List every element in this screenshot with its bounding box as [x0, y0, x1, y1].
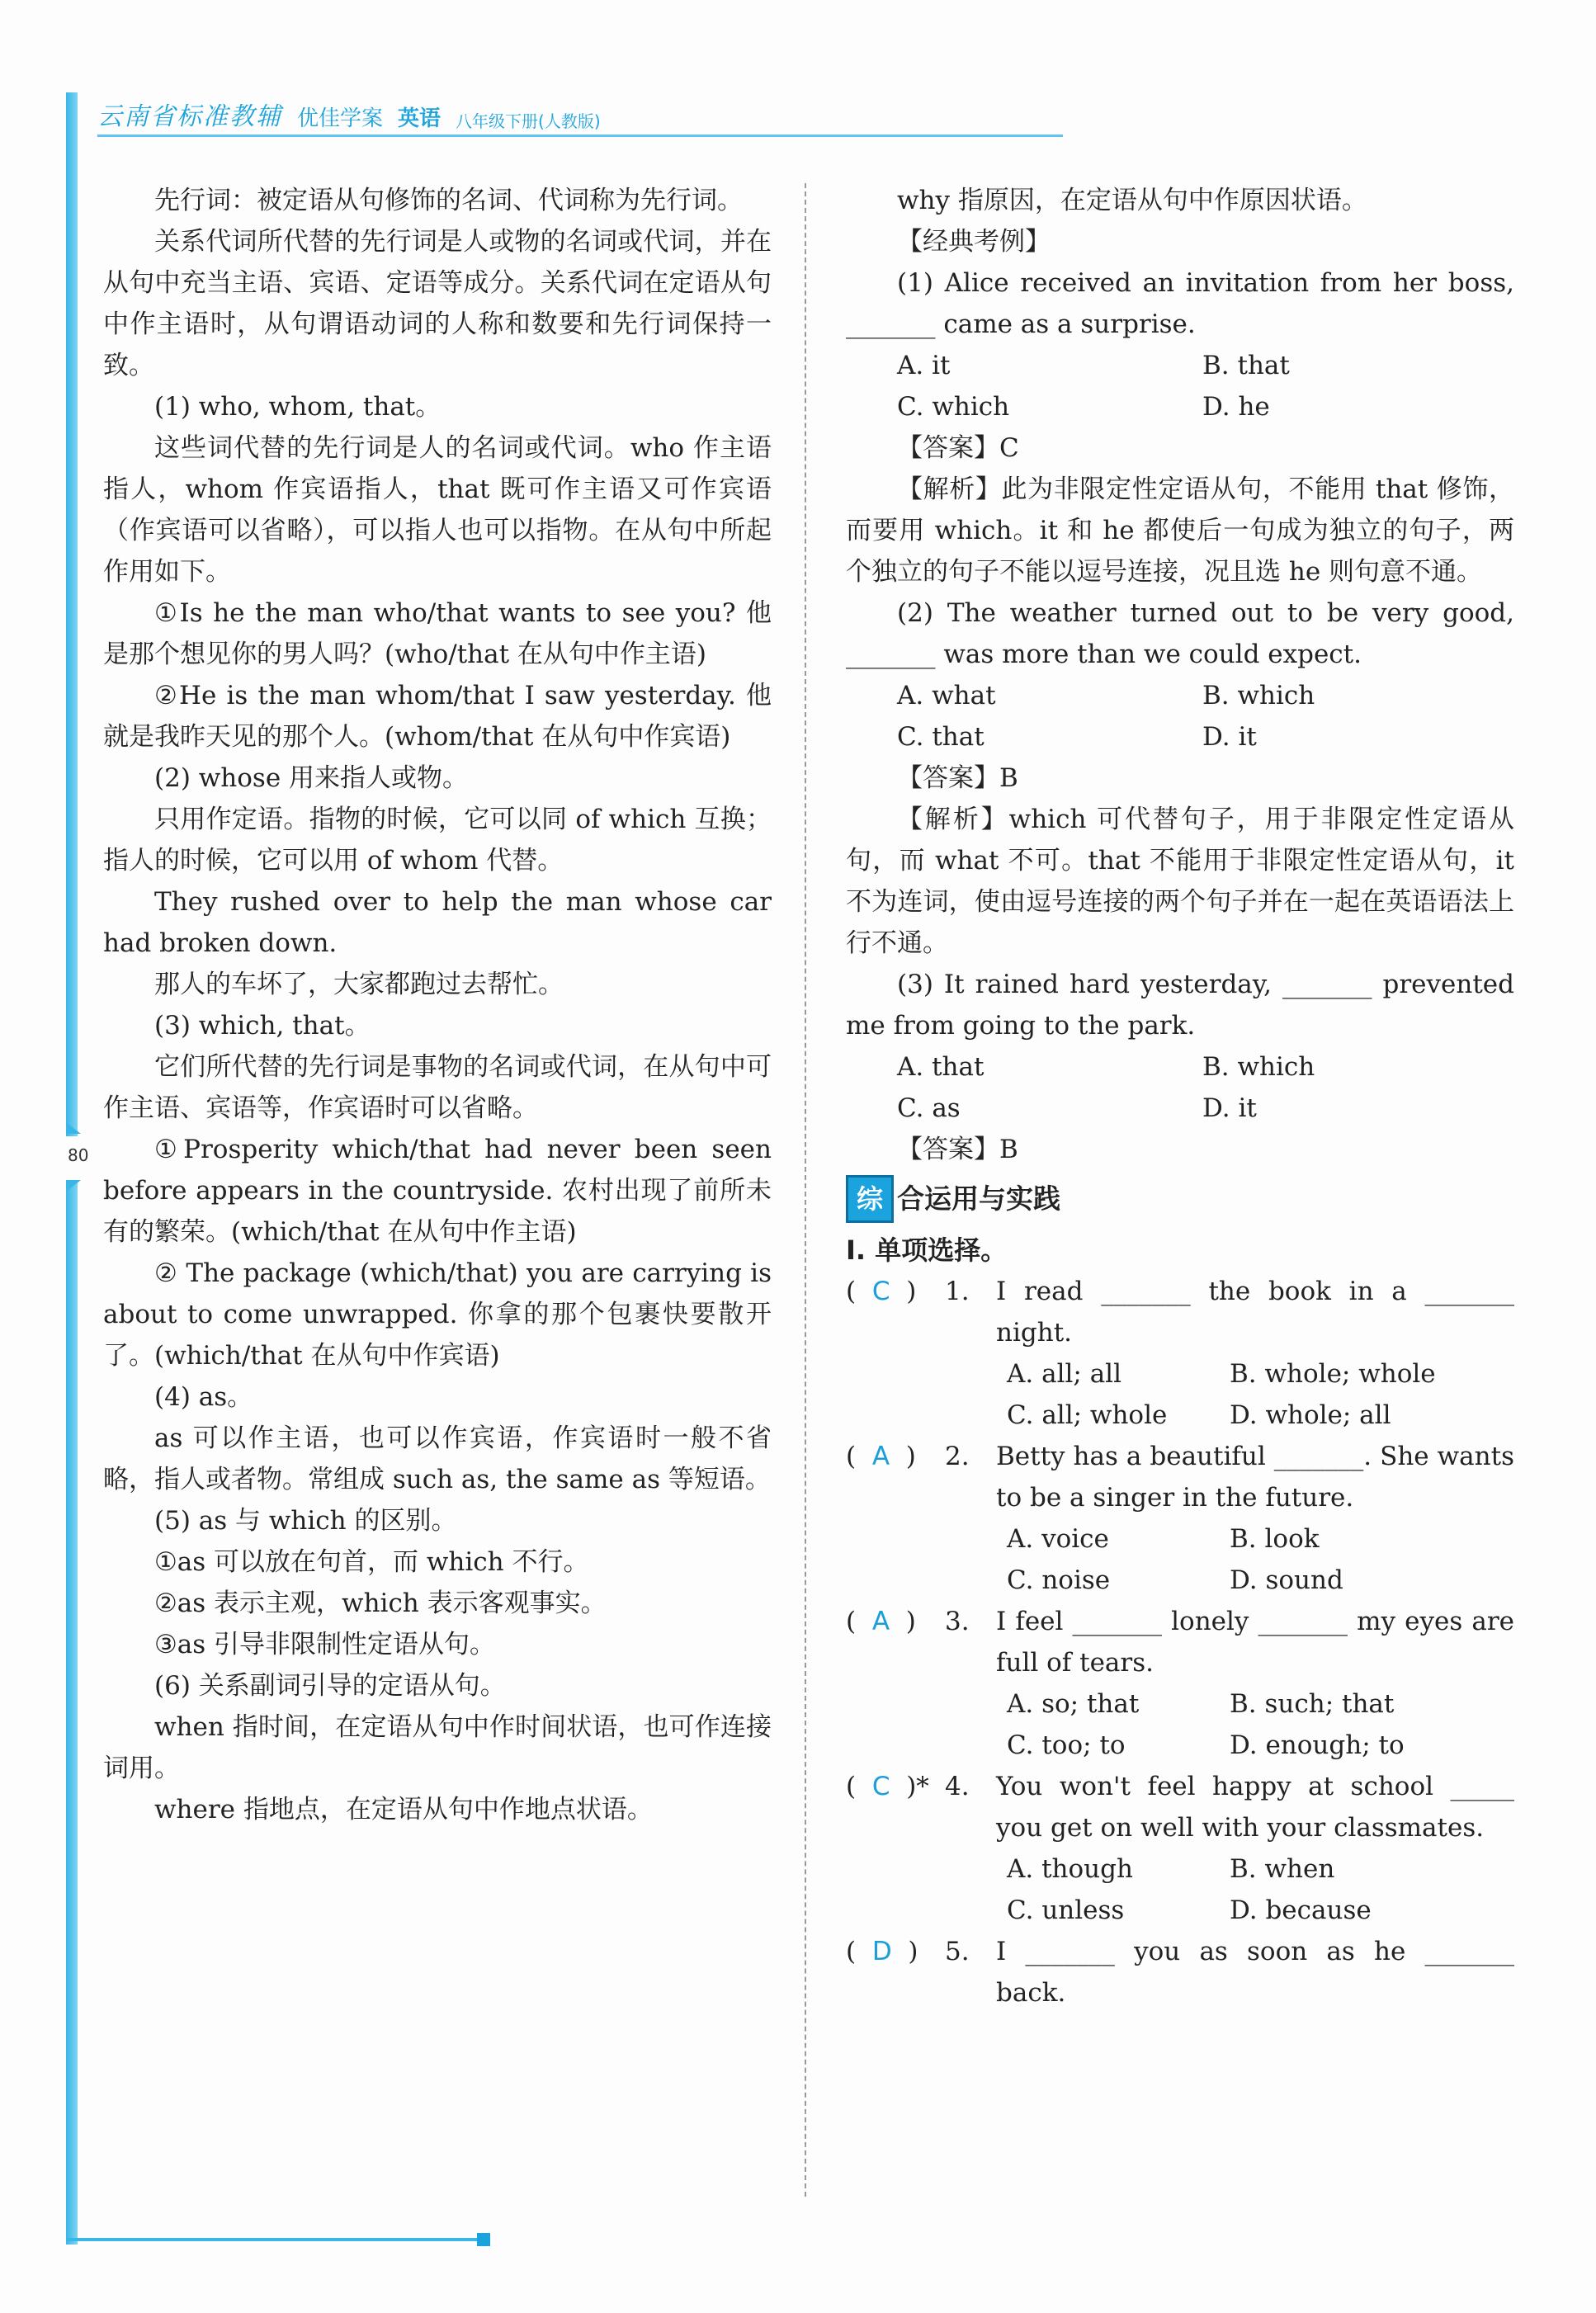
- header-brand: 云南省标准教辅: [97, 102, 282, 131]
- question-text: I _______ you as soon as he _______ back.: [996, 1937, 1514, 2008]
- option: A. what: [897, 681, 996, 710]
- option: B. whole; whole: [1230, 1359, 1436, 1389]
- options: [846, 1046, 1514, 1129]
- example: They rushed over to help the man whose car had broken down.: [103, 887, 772, 958]
- header-subject: 英语: [398, 106, 441, 131]
- answer-bracket: ( C ): [846, 1277, 917, 1306]
- example-question: (3) It rained hard yesterday, _______ prevented me from going to the park.: [846, 970, 1514, 1041]
- paragraph: 只用作定语。指物的时候，它可以同 of which 互换；指人的时候，它可以用 of whom 代替。: [103, 805, 772, 876]
- right-column: [846, 180, 1514, 2013]
- section-label: 【经典考例】: [897, 227, 1051, 257]
- question-number: 4.: [945, 1772, 970, 1801]
- example-question: (1) Alice received an invitation from her boss, _______ came as a surprise.: [846, 268, 1514, 339]
- options: [846, 1518, 1514, 1601]
- example-translation: 那人的车坏了，大家都跑过去帮忙。: [154, 970, 564, 999]
- question: [846, 1931, 1514, 2013]
- header-rule: [97, 135, 1063, 137]
- option: A. so; that: [1007, 1689, 1140, 1719]
- part-title: Ⅰ. 单项选择。: [846, 1234, 1008, 1266]
- example-question: (2) The weather turned out to be very good, _______ was more than we could expect.: [846, 598, 1514, 669]
- question-number: 5.: [945, 1937, 970, 1966]
- option: C. all; whole: [1007, 1400, 1168, 1430]
- option: D. because: [1230, 1895, 1372, 1925]
- option: C. which: [897, 392, 1010, 422]
- answer-mark: A: [871, 1442, 890, 1471]
- option: D. it: [1202, 722, 1257, 752]
- question-text: You won't feel happy at school _____ you get on well with your classmates.: [996, 1772, 1514, 1843]
- left-margin-bar-lower: [66, 1180, 78, 2245]
- example: ② The package (which/that) you are carrying is about to come unwrapped. 你拿的那个包裹快要散开了。(which/that 在从句中作宾语): [103, 1258, 772, 1371]
- paragraph: 先行词：被定语从句修饰的名词、代词称为先行词。: [154, 186, 743, 215]
- option: B. which: [1202, 681, 1315, 710]
- margin-arrow-icon: [66, 1122, 81, 1134]
- subheading: (1) who, whom, that。: [154, 392, 441, 422]
- subheading: (2) whose 用来指人或物。: [154, 763, 469, 793]
- option: D. he: [1202, 392, 1270, 422]
- question: [846, 1766, 1514, 1848]
- footer-square: [477, 2233, 490, 2246]
- answer-bracket: ( A ): [846, 1442, 916, 1471]
- option: A. though: [1007, 1854, 1133, 1884]
- option: D. it: [1202, 1093, 1257, 1123]
- paragraph: 关系代词所代替的先行词是人或物的名词或代词，并在从句中充当主语、宾语、定语等成分。关系代词在定语从句中作主语时，从句谓语动词的人称和数要和先行词保持一致。: [103, 227, 772, 380]
- answer-mark: C: [871, 1772, 890, 1801]
- option: D. sound: [1230, 1565, 1343, 1595]
- option: C. unless: [1007, 1895, 1125, 1925]
- question-text: I feel _______ lonely _______ my eyes are full of tears.: [996, 1607, 1514, 1678]
- question: [846, 1601, 1514, 1683]
- subheading: (3) which, that。: [154, 1011, 371, 1041]
- margin-arrow-icon: [66, 1180, 81, 1192]
- paragraph: when 指时间，在定语从句中作时间状语，也可作连接词用。: [103, 1712, 772, 1783]
- option: C. as: [897, 1093, 961, 1123]
- question-number: 3.: [945, 1607, 970, 1636]
- question-number: 1.: [945, 1277, 970, 1306]
- option: B. that: [1202, 351, 1290, 380]
- options: [846, 1353, 1514, 1436]
- answer-mark: A: [871, 1607, 890, 1636]
- options: [846, 1683, 1514, 1766]
- answer: 【答案】B: [897, 763, 1018, 793]
- options: [846, 345, 1514, 427]
- answer: 【答案】B: [897, 1135, 1018, 1164]
- answer: 【答案】C: [897, 433, 1019, 463]
- subheading: (4) as。: [154, 1382, 253, 1412]
- option: C. noise: [1007, 1565, 1111, 1595]
- option: C. too; to: [1007, 1730, 1126, 1760]
- option: C. that: [897, 722, 985, 752]
- option: A. voice: [1007, 1524, 1109, 1554]
- section-heading: [846, 1175, 1514, 1223]
- question-text: Betty has a beautiful _______. She wants to be a singer in the future.: [996, 1442, 1514, 1513]
- option: B. when: [1230, 1854, 1335, 1884]
- answer-bracket: ( A ): [846, 1607, 916, 1636]
- column-divider: [805, 183, 806, 2197]
- question-number: 2.: [945, 1442, 970, 1471]
- option: A. all; all: [1007, 1359, 1122, 1389]
- example: ①Prosperity which/that had never been seen before appears in the countryside. 农村出现了前所未有的繁荣。(which/that 在从句中作主语): [103, 1135, 772, 1247]
- list-item: ②as 表示主观，which 表示客观事实。: [154, 1588, 607, 1618]
- left-margin-bar: [66, 92, 78, 1136]
- section-badge-icon: 综: [846, 1175, 894, 1223]
- answer-mark: D: [871, 1937, 892, 1966]
- explanation: 【解析】此为非限定性定语从句，不能用 that 修饰，而要用 which。it 和 he 都使后一句成为独立的句子，两个独立的句子不能以逗号连接，况且选 he 则句意不通。: [846, 474, 1514, 587]
- list-item: ③as 引导非限制性定语从句。: [154, 1630, 496, 1659]
- option: A. it: [897, 351, 951, 380]
- option: B. such; that: [1230, 1689, 1395, 1719]
- paragraph: 这些词代替的先行词是人的名词或代词。who 作主语指人，whom 作宾语指人，that 既可作主语又可作宾语（作宾语可以省略），可以指人也可以指物。在从句中所起作用如下。: [103, 433, 772, 587]
- subheading: (5) as 与 which 的区别。: [154, 1506, 457, 1536]
- option: D. enough; to: [1230, 1730, 1405, 1760]
- question-text: I read _______ the book in a _______ night.: [996, 1277, 1514, 1348]
- question: [846, 1271, 1514, 1353]
- footer-rule: [66, 2238, 487, 2241]
- header-series: 优佳学案: [297, 106, 384, 131]
- options: [846, 1848, 1514, 1931]
- example: ②He is the man whom/that I saw yesterday. 他就是我昨天见的那个人。(whom/that 在从句中作宾语): [103, 681, 772, 752]
- page-header: [97, 92, 1522, 132]
- paragraph: why 指原因，在定语从句中作原因状语。: [897, 186, 1367, 215]
- option: A. that: [897, 1052, 985, 1082]
- paragraph: as 可以作主语，也可以作宾语，作宾语时一般不省略，指人或者物。常组成 such as, the same as 等短语。: [103, 1423, 772, 1494]
- header-grade: 八年级下册(人教版): [456, 111, 601, 131]
- left-column: [103, 180, 772, 1830]
- paragraph: 它们所代替的先行词是事物的名词或代词，在从句中可作主语、宾语等，作宾语时可以省略。: [103, 1052, 772, 1123]
- answer-bracket: ( D ): [846, 1937, 918, 1966]
- option: D. whole; all: [1230, 1400, 1391, 1430]
- option: B. which: [1202, 1052, 1315, 1082]
- question: [846, 1436, 1514, 1518]
- answer-mark: C: [871, 1277, 890, 1306]
- explanation: 【解析】which 可代替句子，用于非限定性定语从句，而 what 不可。that 不能用于非限定性定语从句，it 不为连词，使由逗号连接的两个句子并在一起在英语语法上行不通。: [846, 805, 1514, 958]
- answer-bracket: ( C )*: [846, 1772, 929, 1801]
- section-title: 合运用与实践: [897, 1182, 1060, 1215]
- paragraph: where 指地点，在定语从句中作地点状语。: [154, 1795, 653, 1824]
- option: B. look: [1230, 1524, 1320, 1554]
- list-item: ①as 可以放在句首，而 which 不行。: [154, 1547, 589, 1577]
- subheading: (6) 关系副词引导的定语从句。: [154, 1671, 506, 1701]
- page-number: 80: [68, 1145, 89, 1165]
- example: ①Is he the man who/that wants to see you? 他是那个想见你的男人吗？(who/that 在从句中作主语): [103, 598, 772, 669]
- options: [846, 675, 1514, 758]
